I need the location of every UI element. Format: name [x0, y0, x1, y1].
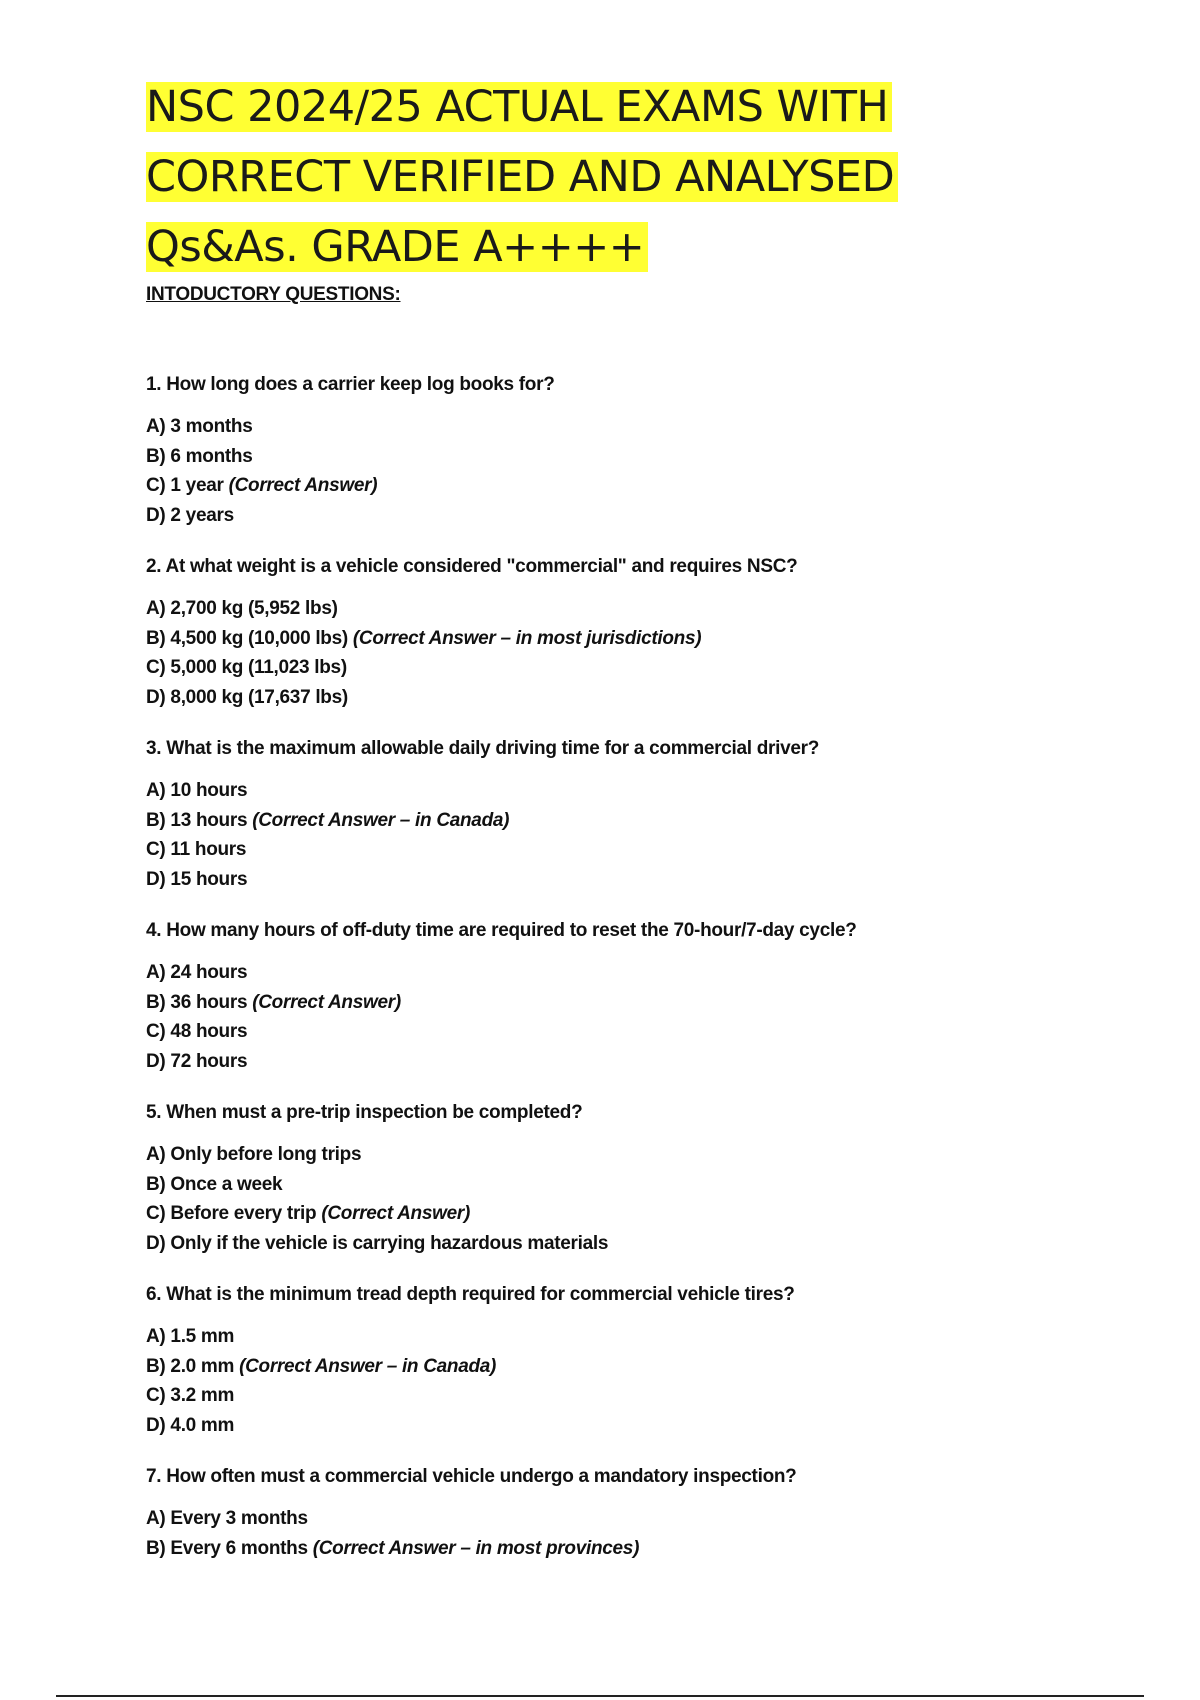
- section-heading: INTODUCTORY QUESTIONS:: [146, 284, 401, 305]
- question-4: [146, 918, 1106, 1076]
- correct-answer-note: (Correct Answer – in Canada): [239, 1355, 497, 1377]
- correct-answer-note: (Correct Answer): [228, 475, 378, 496]
- answer-option: D) 8,000 kg (17,637 lbs): [146, 686, 348, 708]
- answer-option: A) 3 months: [146, 416, 253, 437]
- question-1: [146, 372, 1106, 530]
- question-text: 6. What is the minimum tread depth required for commercial vehicle tires?: [146, 1284, 795, 1305]
- answer-option-correct: B) Every 6 months (Correct Answer – in most provinces): [146, 1537, 640, 1559]
- answer-option: B) 6 months: [146, 445, 253, 467]
- answer-option: A) Only before long trips: [146, 1144, 362, 1165]
- document-title: [146, 72, 1106, 282]
- title-line-3: Qs&As. GRADE A++++: [146, 212, 1106, 282]
- correct-answer-note: (Correct Answer – in most provinces): [312, 1537, 640, 1559]
- answer-option-correct: B) 13 hours (Correct Answer – in Canada): [146, 809, 510, 831]
- answer-option: D) 2 years: [146, 504, 234, 526]
- answer-option-correct: C) 1 year (Correct Answer): [146, 475, 378, 496]
- answer-option: A) 2,700 kg (5,952 lbs): [146, 598, 338, 619]
- question-list: [146, 372, 1106, 1563]
- correct-answer-note: (Correct Answer – in Canada): [252, 809, 510, 831]
- answer-option: C) 11 hours: [146, 839, 247, 860]
- answer-option: D) 72 hours: [146, 1050, 248, 1072]
- answer-option: C) 48 hours: [146, 1021, 248, 1042]
- question-6: [146, 1282, 1106, 1440]
- correct-answer-note: (Correct Answer): [252, 991, 401, 1013]
- question-7: [146, 1464, 1106, 1563]
- answer-option: A) 1.5 mm: [146, 1326, 235, 1347]
- question-text: 5. When must a pre-trip inspection be completed?: [146, 1102, 583, 1123]
- answer-option: C) 5,000 kg (11,023 lbs): [146, 657, 347, 678]
- document-page: [146, 72, 1106, 1587]
- question-text: 4. How many hours of off-duty time are required to reset the 70-hour/7-day cycle?: [146, 920, 857, 941]
- title-line-1: NSC 2024/25 ACTUAL EXAMS WITH: [146, 72, 1106, 142]
- answer-option: A) 24 hours: [146, 962, 248, 983]
- question-text: 1. How long does a carrier keep log books for?: [146, 374, 555, 395]
- answer-option: A) 10 hours: [146, 780, 248, 801]
- question-5: [146, 1100, 1106, 1258]
- question-2: [146, 554, 1106, 712]
- question-text: 7. How often must a commercial vehicle undergo a mandatory inspection?: [146, 1466, 797, 1487]
- answer-option: C) 3.2 mm: [146, 1385, 235, 1406]
- question-3: [146, 736, 1106, 894]
- answer-option: B) Once a week: [146, 1173, 283, 1195]
- answer-option-correct: B) 36 hours (Correct Answer): [146, 991, 401, 1013]
- answer-option-correct: B) 2.0 mm (Correct Answer – in Canada): [146, 1355, 497, 1377]
- page-bottom-rule: [56, 1695, 1144, 1697]
- answer-option: D) Only if the vehicle is carrying hazardous materials: [146, 1232, 609, 1254]
- question-text: 3. What is the maximum allowable daily driving time for a commercial driver?: [146, 738, 820, 759]
- title-line-2: CORRECT VERIFIED AND ANALYSED: [146, 142, 1106, 212]
- correct-answer-note: (Correct Answer – in most jurisdictions): [352, 627, 702, 649]
- correct-answer-note: (Correct Answer): [321, 1203, 470, 1224]
- answer-option-correct: B) 4,500 kg (10,000 lbs) (Correct Answer – in most jurisdictions): [146, 627, 702, 649]
- question-text: 2. At what weight is a vehicle considered "commercial" and requires NSC?: [146, 556, 798, 577]
- answer-option: D) 4.0 mm: [146, 1414, 235, 1436]
- answer-option: D) 15 hours: [146, 868, 248, 890]
- answer-option-correct: C) Before every trip (Correct Answer): [146, 1203, 470, 1224]
- answer-option: A) Every 3 months: [146, 1508, 308, 1529]
